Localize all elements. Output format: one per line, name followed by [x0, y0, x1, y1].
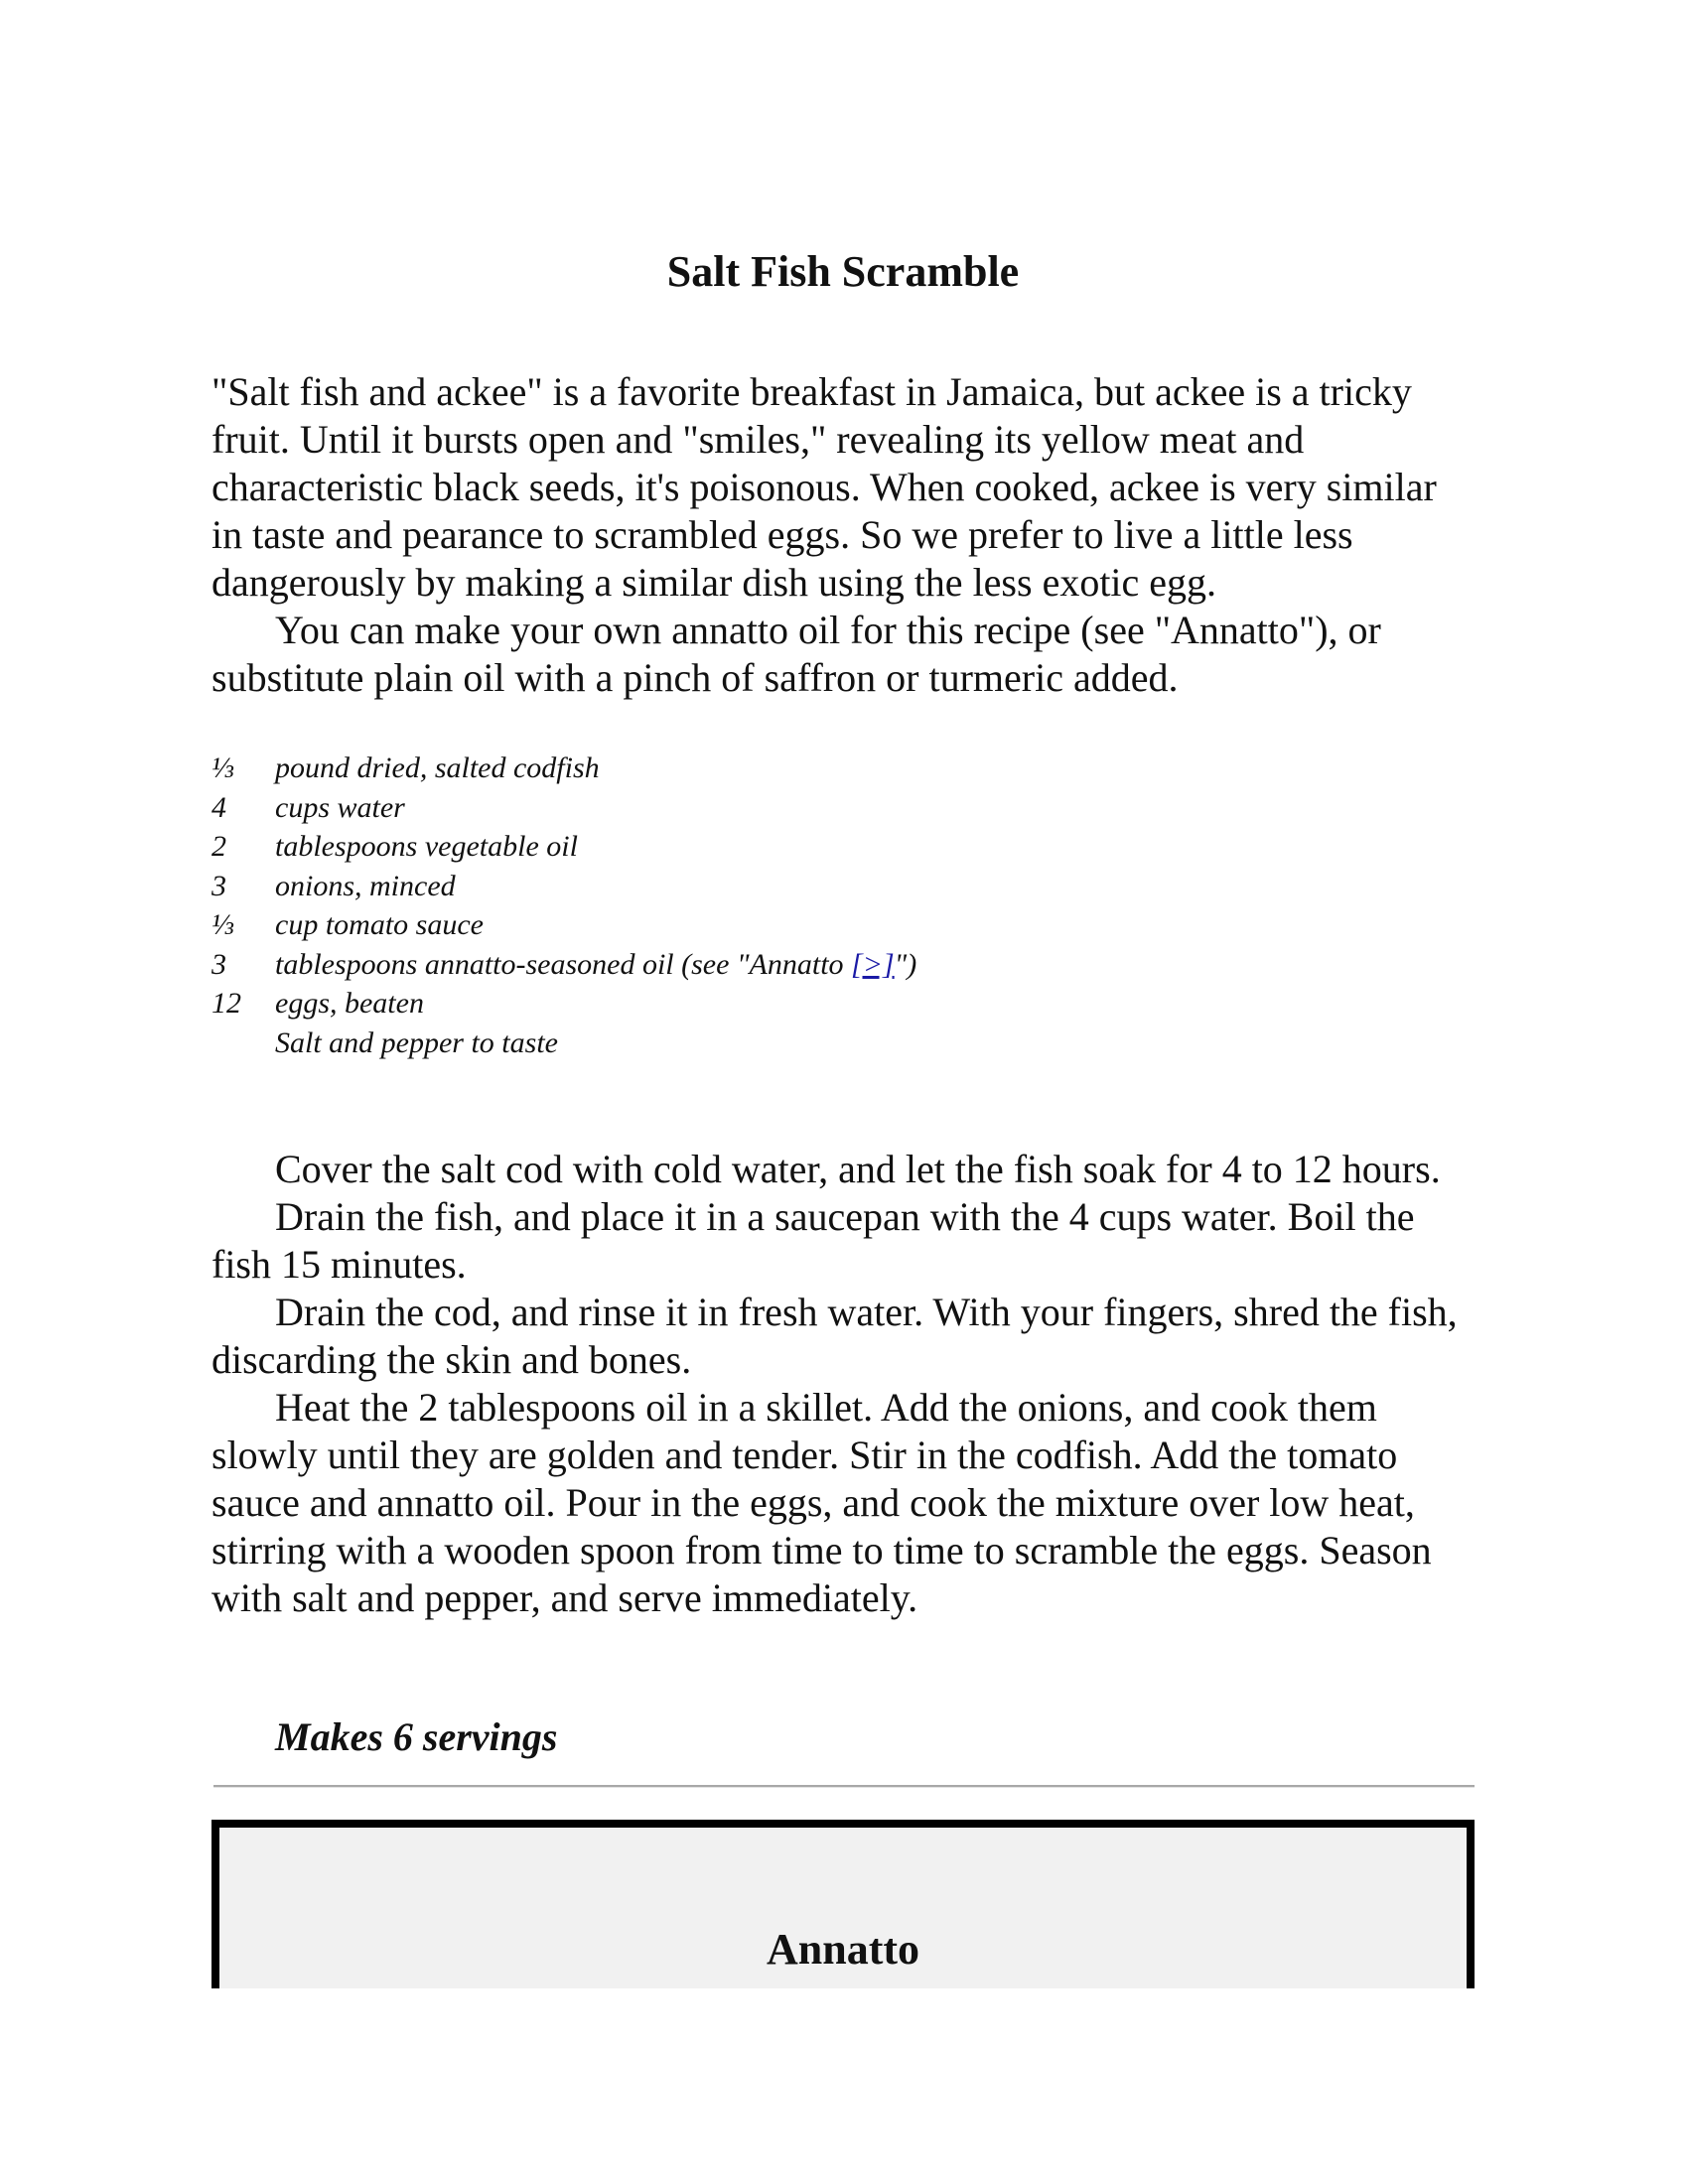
ingredient-quantity: 3	[211, 947, 226, 981]
ingredient-row	[211, 905, 1475, 945]
ingredient-row	[211, 827, 1475, 867]
recipe-yield: Makes 6 servings	[275, 1714, 558, 1759]
ingredient-quantity: 4	[211, 790, 226, 824]
ingredient-list	[211, 749, 1475, 1062]
ingredient-text	[275, 945, 1475, 985]
ingredient-row	[211, 945, 1475, 985]
recipe-title: Salt Fish Scramble	[666, 247, 1020, 296]
ingredient-text: tablespoons vegetable oil	[275, 830, 578, 863]
ingredient-text-after-link: ")	[894, 947, 917, 981]
ingredient-quantity	[211, 1024, 275, 1063]
ingredient-row	[211, 749, 1475, 788]
ingredient-row	[211, 788, 1475, 828]
ingredient-text-before-link: tablespoons annatto-seasoned oil (see "Annatto	[275, 947, 852, 981]
ingredient-text: cups water	[275, 790, 405, 824]
ingredient-quantity: ⅓	[211, 908, 234, 941]
step-paragraph: Cover the salt cod with cold water, and let the fish soak for 4 to 12 hours.	[275, 1147, 1441, 1191]
ingredient-quantity: 2	[211, 830, 226, 863]
step-paragraph: Heat the 2 tablespoons oil in a skillet. Add the onions, and cook them slowly until they are golden and tender. Stir in the codfish. Add the tomato sauce and annatto oil. Pour in the eggs, and cook the mixture over low heat, stirring with a wooden spoon from time to time to scramble the eggs. Season with salt and pepper, and serve immediately.	[211, 1385, 1432, 1620]
sidebar-title: Annatto	[766, 1925, 920, 1974]
ingredient-text: onions, minced	[275, 869, 456, 902]
recipe-intro	[211, 368, 1475, 702]
ingredient-text: eggs, beaten	[275, 987, 424, 1020]
section-divider	[213, 1785, 1475, 1788]
ingredient-text: pound dried, salted codfish	[275, 751, 600, 784]
ingredient-row	[211, 867, 1475, 906]
ingredient-row	[211, 1024, 1475, 1063]
ingredient-row	[211, 984, 1475, 1024]
annatto-sidebar-box	[211, 1820, 1475, 1988]
ingredient-quantity: ⅓	[211, 751, 234, 784]
ingredient-quantity: 12	[211, 987, 241, 1020]
intro-paragraph: "Salt fish and ackee" is a favorite breakfast in Jamaica, but ackee is a tricky fruit. Until it bursts open and "smiles," revealing its yellow meat and characteristic black seeds, it's poisonous. When cooked, ackee is very similar in taste and pearance to scrambled eggs. So we prefer to live a little less dangerously by making a similar dish using the less exotic egg.	[211, 369, 1437, 605]
step-paragraph: Drain the fish, and place it in a saucepan with the 4 cups water. Boil the fish 15 minutes.	[211, 1194, 1415, 1287]
ingredient-text: cup tomato sauce	[275, 908, 484, 941]
ingredient-quantity: 3	[211, 869, 226, 902]
annatto-link[interactable]: [>]	[851, 947, 895, 981]
step-paragraph: Drain the cod, and rinse it in fresh water. With your fingers, shred the fish, discarding the skin and bones.	[211, 1290, 1458, 1382]
intro-paragraph: You can make your own annatto oil for this recipe (see "Annatto"), or substitute plain oil with a pinch of saffron or turmeric added.	[211, 608, 1381, 700]
recipe-steps	[211, 1146, 1475, 1622]
ingredient-text: Salt and pepper to taste	[275, 1025, 558, 1059]
